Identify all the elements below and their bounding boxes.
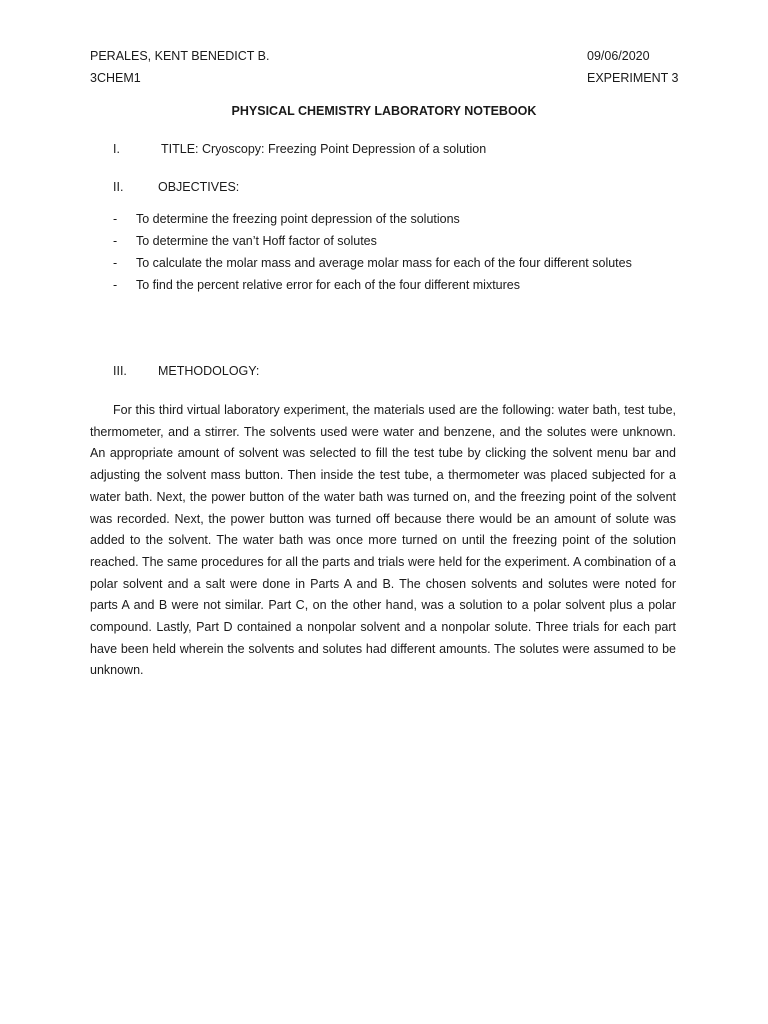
section-objectives-numeral: II. xyxy=(113,180,124,194)
objective-text: To determine the van’t Hoff factor of solutes xyxy=(136,234,377,248)
document-date: 09/06/2020 xyxy=(587,49,650,63)
objectives-list xyxy=(113,208,673,296)
header-left xyxy=(90,45,269,89)
objective-text: To find the percent relative error for each of the four different mixtures xyxy=(136,278,520,292)
bullet-marker: - xyxy=(113,278,118,292)
class-section: 3CHEM1 xyxy=(90,71,141,85)
bullet-marker: - xyxy=(113,256,118,270)
section-title-text: TITLE: Cryoscopy: Freezing Point Depression of a solution xyxy=(161,142,487,156)
objective-item xyxy=(113,252,673,274)
section-methodology-numeral: III. xyxy=(113,364,127,378)
experiment-number: EXPERIMENT 3 xyxy=(587,71,679,85)
bullet-marker: - xyxy=(113,212,118,226)
objective-text: To determine the freezing point depression of the solutions xyxy=(136,212,460,226)
section-title-numeral: I. xyxy=(113,142,120,156)
section-objectives-heading: OBJECTIVES: xyxy=(158,180,240,194)
methodology-paragraph: For this third virtual laboratory experiment, the materials used are the following: water bath, test tube, thermometer, and a stirrer. The solvents used were water and benzene, and the solutes were unknown. An appropriate amount of solvent was selected to fill the test tube by clicking the solvent menu bar and adjusting the solvent mass button. Then inside the test tube, a thermometer was placed subjected for a water bath. Next, the power button of the water bath was turned on, and the freezing point of the solvent was recorded. Next, the power button was turned off because there would be an amount of solute was added to the solvent. The water bath was once more turned on until the freezing point of the solution reached. The same procedures for all the parts and trials were held for the experiment. A combination of a polar solvent and a salt were done in Parts A and B. The chosen solvents and solutes were noted for parts A and B were not similar. Part C, on the other hand, was a solution to a polar solvent plus a polar compound. Lastly, Part D contained a nonpolar solvent and a nonpolar solute. Three trials for each part have been held wherein the solvents and solutes had different amounts. The solutes were assumed to be unknown. xyxy=(90,403,676,678)
objective-item xyxy=(113,274,673,296)
author-name: PERALES, KENT BENEDICT B. xyxy=(90,49,270,63)
header-right xyxy=(587,45,678,89)
objective-item xyxy=(113,230,673,252)
document-title: PHYSICAL CHEMISTRY LABORATORY NOTEBOOK xyxy=(231,104,537,118)
bullet-marker: - xyxy=(113,234,118,248)
section-methodology-heading: METHODOLOGY: xyxy=(158,364,260,378)
objective-text: To calculate the molar mass and average molar mass for each of the four different solutes xyxy=(136,256,632,270)
objective-item xyxy=(113,208,673,230)
